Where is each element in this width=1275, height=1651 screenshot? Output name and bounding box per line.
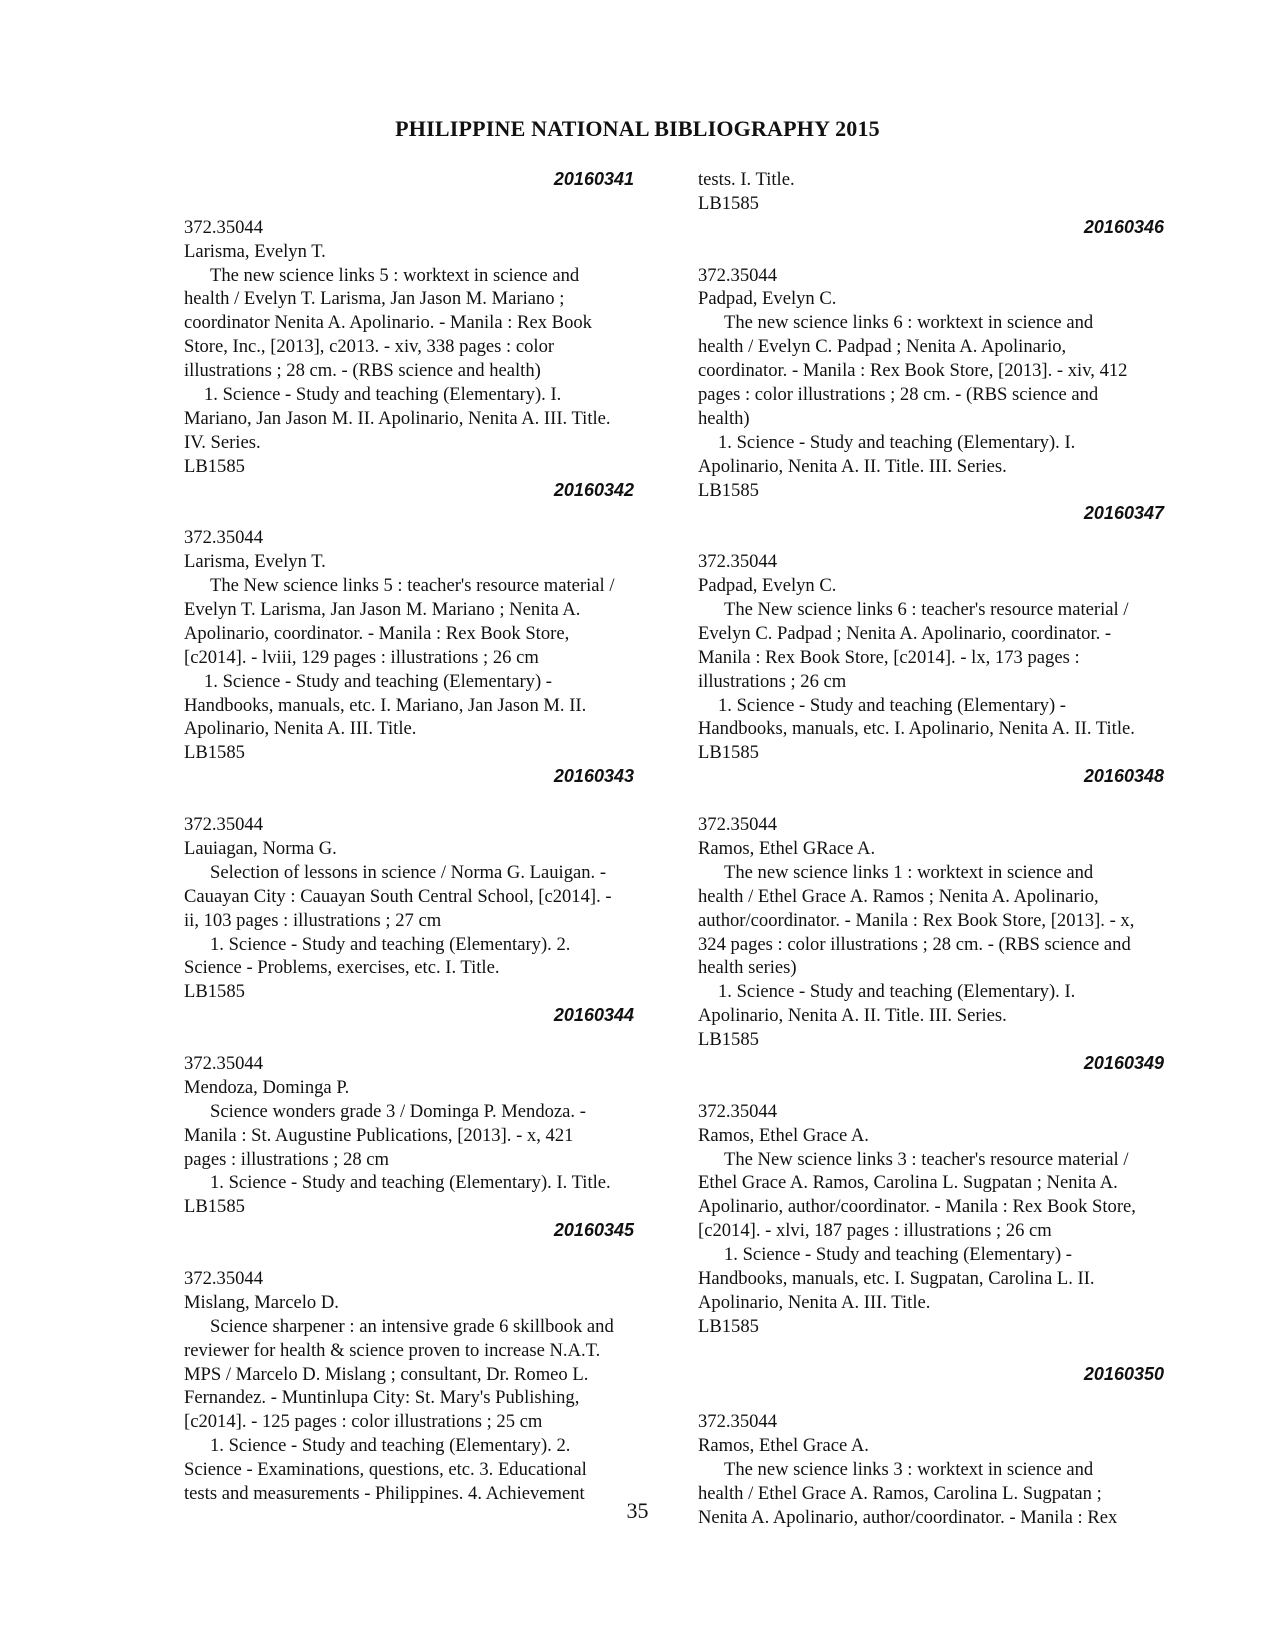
entry-line: illustrations ; 28 cm. - (RBS science and health) [184, 360, 541, 382]
control-number: 20160346 [1083, 216, 1164, 237]
entry-line: 1. Science - Study and teaching (Elementary). 2. [210, 1435, 571, 1457]
entry-line: pages : illustrations ; 28 cm [184, 1148, 390, 1170]
entry-line: 372.35044 [184, 814, 264, 836]
entry-line: Apolinario, Nenita A. II. Title. III. Series. [698, 455, 1007, 477]
entry-line: Apolinario, Nenita A. III. Title. [698, 1291, 931, 1313]
page-number: 35 [626, 1498, 649, 1523]
entry-line: 1. Science - Study and teaching (Elementary). 2. [210, 933, 571, 955]
entry-line: 372.35044 [698, 1411, 778, 1433]
entry-line: The new science links 3 : worktext in science and [724, 1459, 1094, 1481]
spacer [184, 502, 654, 526]
entry-line: 1. Science - Study and teaching (Elementary). I. [718, 981, 1076, 1003]
entry-line: Handbooks, manuals, etc. I. Sugpatan, Carolina L. II. [698, 1267, 1095, 1289]
entry-line: health / Evelyn C. Padpad ; Nenita A. Apolinario, [698, 336, 1067, 358]
spacer [698, 526, 1184, 550]
spacer [184, 192, 654, 216]
entry-line: health / Evelyn T. Larisma, Jan Jason M. Mariano ; [184, 288, 565, 310]
entry-line: health / Ethel Grace A. Ramos ; Nenita A. Apolinario, [698, 885, 1099, 907]
entry-line: 1. Science - Study and teaching (Elementary) - [204, 670, 552, 692]
entry-line: Handbooks, manuals, etc. I. Apolinario, Nenita A. II. Title. [698, 718, 1135, 740]
entry-line: Evelyn C. Padpad ; Nenita A. Apolinario, coordinator. - [698, 622, 1112, 644]
spacer [698, 1339, 1184, 1363]
entry-line: MPS / Marcelo D. Mislang ; consultant, Dr. Romeo L. [184, 1363, 589, 1385]
entry-line: 372.35044 [184, 527, 264, 549]
entry-line: Evelyn T. Larisma, Jan Jason M. Mariano ; Nenita A. [184, 599, 581, 621]
spacer [184, 789, 654, 813]
entry-line: Ramos, Ethel Grace A. [698, 1435, 869, 1457]
page-title: PHILIPPINE NATIONAL BIBLIOGRAPHY 2015 [395, 116, 880, 141]
entry-line: Selection of lessons in science / Norma G. Lauigan. - [210, 861, 607, 883]
entry-line: Mislang, Marcelo D. [184, 1291, 339, 1313]
entry-line: Nenita A. Apolinario, author/coordinator. - Manila : Rex [698, 1506, 1118, 1528]
entry-line: Lauiagan, Norma G. [184, 837, 337, 859]
entry-line: pages : color illustrations ; 28 cm. - (RBS science and [698, 384, 1099, 406]
right-column [698, 168, 1184, 1530]
control-number: 20160342 [553, 479, 634, 500]
entry-line: The New science links 6 : teacher's resource material / [724, 599, 1129, 621]
spacer [698, 1076, 1184, 1100]
entry-line: Padpad, Evelyn C. [698, 288, 837, 310]
entry-line: 372.35044 [184, 216, 264, 238]
entry-line: 1. Science - Study and teaching (Elementary) - [718, 694, 1066, 716]
control-number: 20160345 [553, 1220, 634, 1241]
entry-line: [c2014]. - lviii, 129 pages : illustrations ; 26 cm [184, 646, 539, 668]
control-number: 20160347 [1083, 503, 1164, 524]
entry-line: 372.35044 [698, 551, 778, 573]
entry-line: Science - Problems, exercises, etc. I. Title. [184, 957, 500, 979]
spacer [184, 1028, 654, 1052]
control-number: 20160344 [553, 1005, 634, 1026]
control-number: 20160343 [553, 766, 634, 787]
control-number: 20160350 [1083, 1363, 1164, 1384]
entry-line: [c2014]. - xlvi, 187 pages : illustrations ; 26 cm [698, 1220, 1052, 1242]
entry-line: 1. Science - Study and teaching (Elementary). I. [204, 384, 562, 406]
control-number: 20160348 [1083, 766, 1164, 787]
spacer [698, 1386, 1184, 1410]
entry-line: LB1585 [184, 1196, 245, 1218]
entry-line: Ramos, Ethel GRace A. [698, 837, 876, 859]
entry-line: Ethel Grace A. Ramos, Carolina L. Sugpatan ; Nenita A. [698, 1172, 1118, 1194]
entry-line: ii, 103 pages : illustrations ; 27 cm [184, 909, 442, 931]
entry-line: health) [698, 407, 750, 429]
entry-line: Mariano, Jan Jason M. II. Apolinario, Nenita A. III. Title. [184, 407, 611, 429]
entry-line: LB1585 [698, 479, 759, 501]
entry-line: coordinator. - Manila : Rex Book Store, [2013]. - xiv, 412 [698, 360, 1128, 382]
entry-line: Larisma, Evelyn T. [184, 240, 326, 262]
entry-line: Apolinario, author/coordinator. - Manila : Rex Book Store, [698, 1196, 1136, 1218]
entry-line: Manila : St. Augustine Publications, [2013]. - x, 421 [184, 1124, 574, 1146]
entry-line: The new science links 6 : worktext in science and [724, 312, 1094, 334]
control-number: 20160341 [553, 169, 634, 189]
entry-line: Apolinario, Nenita A. II. Title. III. Series. [698, 1005, 1007, 1027]
entry-line: 1. Science - Study and teaching (Elementary). I. Title. [210, 1172, 611, 1194]
entry-line: Science - Examinations, questions, etc. 3. Educational [184, 1459, 587, 1481]
entry-line: Handbooks, manuals, etc. I. Mariano, Jan Jason M. II. [184, 694, 587, 716]
entry-line: coordinator Nenita A. Apolinario. - Manila : Rex Book [184, 312, 592, 334]
entry-line: Fernandez. - Muntinlupa City: St. Mary's Publishing, [184, 1387, 580, 1409]
entry-line: Manila : Rex Book Store, [c2014]. - lx, 173 pages : [698, 646, 1080, 668]
entry-line: 372.35044 [698, 264, 778, 286]
entry-line: The new science links 1 : worktext in science and [724, 861, 1094, 883]
entry-line: LB1585 [184, 742, 245, 764]
entry-line: 324 pages : color illustrations ; 28 cm. - (RBS science and [698, 933, 1131, 955]
entry-line: LB1585 [698, 742, 759, 764]
entry-line: LB1585 [184, 981, 245, 1003]
entry-line: The New science links 3 : teacher's resource material / [724, 1148, 1129, 1170]
entry-line: Mendoza, Dominga P. [184, 1076, 350, 1098]
spacer [184, 1243, 654, 1267]
entry-line: [c2014]. - 125 pages : color illustrations ; 25 cm [184, 1411, 543, 1433]
entry-line: reviewer for health & science proven to increase N.A.T. [184, 1339, 601, 1361]
entry-line: Science sharpener : an intensive grade 6 skillbook and [210, 1315, 614, 1337]
entry-line: LB1585 [698, 192, 759, 214]
entry-line: Larisma, Evelyn T. [184, 551, 326, 573]
control-number: 20160349 [1083, 1052, 1164, 1073]
entry-line: LB1585 [184, 455, 245, 477]
entry-line: Apolinario, Nenita A. III. Title. [184, 718, 417, 740]
entry-line: 372.35044 [184, 1267, 264, 1289]
entry-line: Store, Inc., [2013], c2013. - xiv, 338 pages : color [184, 336, 555, 358]
entry-line: 372.35044 [698, 1100, 778, 1122]
entry-line: IV. Series. [184, 431, 261, 453]
entry-line: tests and measurements - Philippines. 4. Achievement [184, 1482, 585, 1504]
entry-line: 1. Science - Study and teaching (Elementary) - [724, 1244, 1072, 1266]
entry-line: tests. I. Title. [698, 169, 795, 190]
entry-line: 372.35044 [698, 814, 778, 836]
spacer [698, 789, 1184, 813]
entry-line: health / Ethel Grace A. Ramos, Carolina L. Sugpatan ; [698, 1482, 1102, 1504]
entry-line: author/coordinator. - Manila : Rex Book Store, [2013]. - x, [698, 909, 1135, 931]
entry-line: 1. Science - Study and teaching (Elementary). I. [718, 431, 1076, 453]
entry-line: health series) [698, 957, 797, 979]
spacer [698, 240, 1184, 264]
entry-line: LB1585 [698, 1315, 759, 1337]
entry-line: Cauayan City : Cauayan South Central School, [c2014]. - [184, 885, 612, 907]
entry-line: Apolinario, coordinator. - Manila : Rex Book Store, [184, 622, 570, 644]
entry-line: illustrations ; 26 cm [698, 670, 847, 692]
entry-line: The new science links 5 : worktext in science and [210, 264, 580, 286]
entry-line: 372.35044 [184, 1052, 264, 1074]
left-column [184, 168, 654, 1506]
entry-line: Science wonders grade 3 / Dominga P. Mendoza. - [210, 1100, 586, 1122]
entry-line: LB1585 [698, 1029, 759, 1051]
entry-line: Padpad, Evelyn C. [698, 575, 837, 597]
entry-line: The New science links 5 : teacher's resource material / [210, 575, 615, 597]
entry-line: Ramos, Ethel Grace A. [698, 1124, 869, 1146]
